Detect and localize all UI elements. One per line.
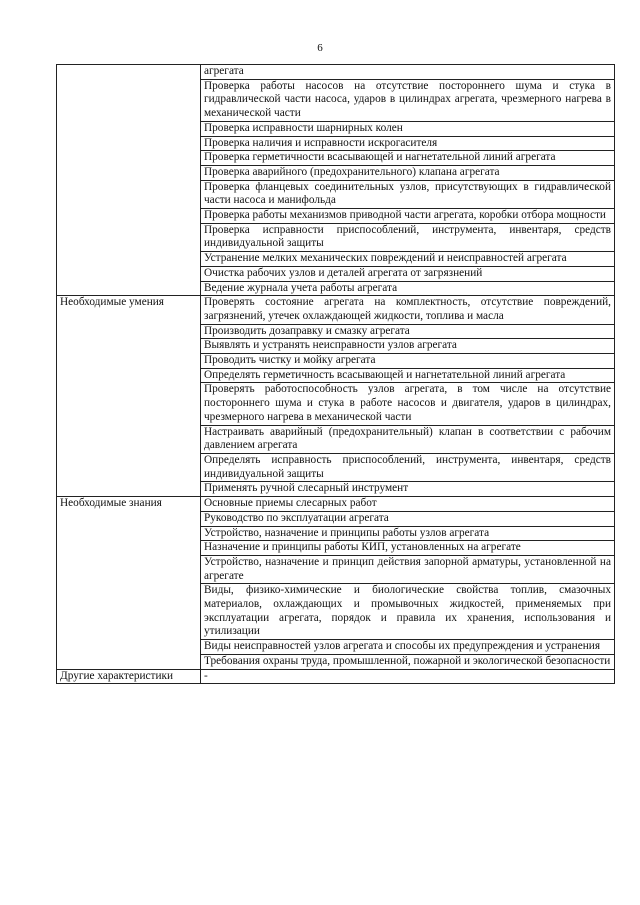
page-number: 6 xyxy=(317,42,323,54)
table-row xyxy=(57,497,615,512)
other-value: - xyxy=(201,669,615,684)
action-item: Проверка наличия и исправности искрогасителя xyxy=(201,136,615,151)
table-row xyxy=(57,669,615,684)
table-row xyxy=(57,65,615,80)
skills-heading: Необходимые умения xyxy=(57,296,201,497)
skill-item: Применять ручной слесарный инструмент xyxy=(201,482,615,497)
skill-item: Выявлять и устранять неисправности узлов агрегата xyxy=(201,339,615,354)
action-item: Проверка исправности приспособлений, инструмента, инвентаря, средств индивидуальной защиты xyxy=(201,223,615,251)
action-item: Проверка исправности шарнирных колен xyxy=(201,121,615,136)
knowledge-item: Устройство, назначение и принципы работы узлов агрегата xyxy=(201,526,615,541)
action-item: Очистка рабочих узлов и деталей агрегата от загрязнений xyxy=(201,266,615,281)
knowledge-item: Основные приемы слесарных работ xyxy=(201,497,615,512)
knowledge-item: Назначение и принципы работы КИП, установленных на агрегате xyxy=(201,541,615,556)
knowledge-item: Требования охраны труда, промышленной, пожарной и экологической безопасности xyxy=(201,654,615,669)
action-item: Проверка фланцевых соединительных узлов, присутствующих в гидравлической части насоса и манифольда xyxy=(201,180,615,208)
action-item: Проверка работы механизмов приводной части агрегата, коробки отбора мощности xyxy=(201,209,615,224)
action-item: Устранение мелких механических повреждений и неисправностей агрегата xyxy=(201,252,615,267)
empty-heading-cell xyxy=(57,65,201,296)
other-heading: Другие характеристики xyxy=(57,669,201,684)
knowledge-heading: Необходимые знания xyxy=(57,497,201,669)
skill-item: Проводить чистку и мойку агрегата xyxy=(201,354,615,369)
action-item: Ведение журнала учета работы агрегата xyxy=(201,281,615,296)
knowledge-item: Виды, физико-химические и биологические свойства топлив, смазочных материалов, охлаждающих и промывочных жидкостей, применяемых при эксплуатации агрегата, порядок и правила их хранения, использования и утилизации xyxy=(201,584,615,640)
skill-item: Настраивать аварийный (предохранительный) клапан в соответствии с рабочим давлением агрегата xyxy=(201,425,615,453)
knowledge-item: Виды неисправностей узлов агрегата и способы их предупреждения и устранения xyxy=(201,640,615,655)
action-item: Проверка работы насосов на отсутствие постороннего шума и стука в гидравлической части насоса, ударов в цилиндрах агрегата, чрезмерного нагрева в механической части xyxy=(201,79,615,121)
skill-item: Проверять работоспособность узлов агрегата, в том числе на отсутствие постороннего шума и стука в работе насосов и двигателя, ударов в цилиндрах, чрезмерного нагрева в механической части xyxy=(201,383,615,425)
skill-item: Проверять состояние агрегата на комплектность, отсутствие повреждений, загрязнений, утечек охлаждающей жидкости, топлива и масла xyxy=(201,296,615,324)
action-item: агрегата xyxy=(201,65,615,80)
action-item: Проверка герметичности всасывающей и нагнетательной линий агрегата xyxy=(201,151,615,166)
skill-item: Определять герметичность всасывающей и нагнетательной линий агрегата xyxy=(201,368,615,383)
knowledge-item: Устройство, назначение и принцип действия запорной арматуры, установленной на агрегате xyxy=(201,555,615,583)
knowledge-item: Руководство по эксплуатации агрегата xyxy=(201,511,615,526)
action-item: Проверка аварийного (предохранительного) клапана агрегата xyxy=(201,165,615,180)
skill-item: Производить дозаправку и смазку агрегата xyxy=(201,324,615,339)
skill-item: Определять исправность приспособлений, инструмента, инвентаря, средств индивидуальной защиты xyxy=(201,453,615,481)
table-row xyxy=(57,296,615,324)
characteristics-table xyxy=(56,64,615,684)
